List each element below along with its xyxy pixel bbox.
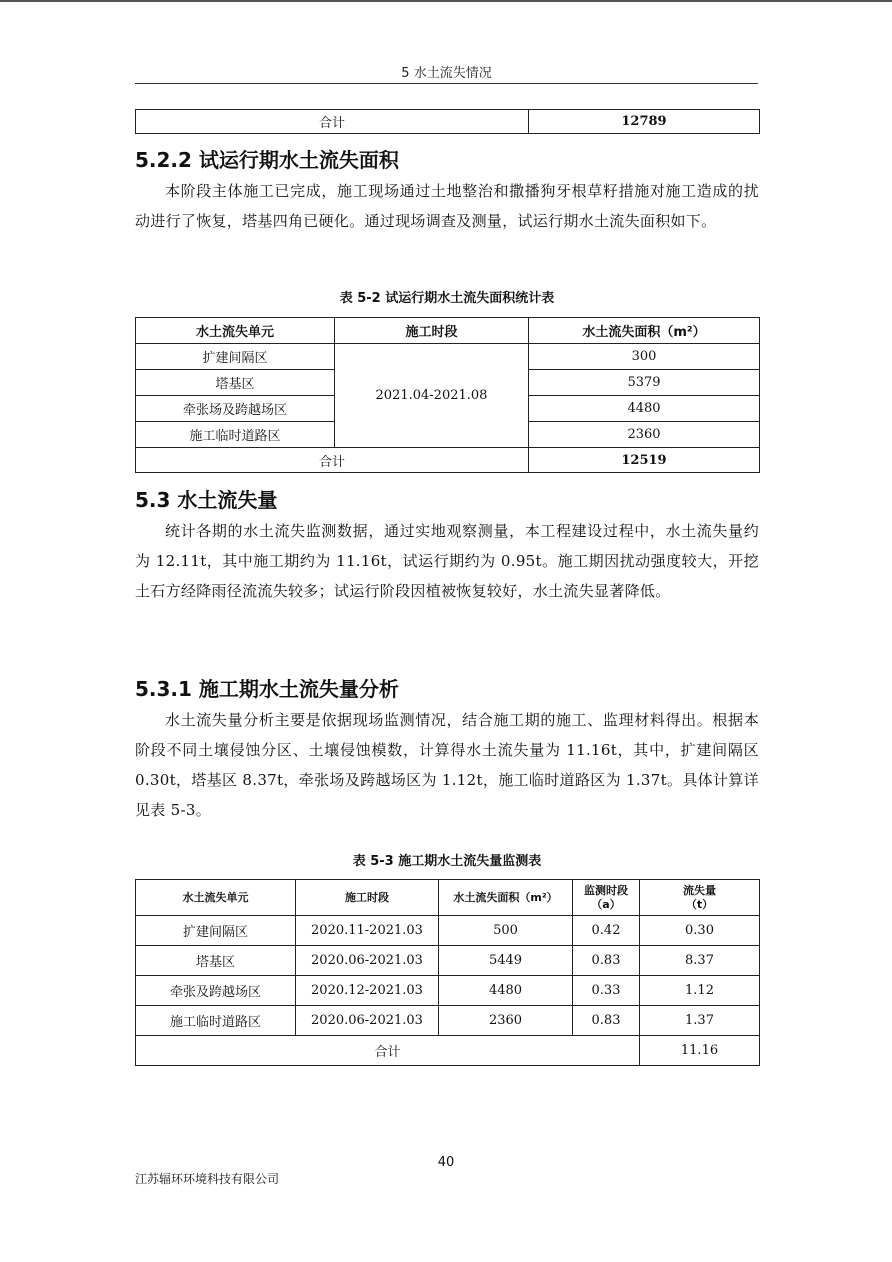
area-cell: 500 xyxy=(439,916,573,946)
section-heading-5-3-1: 5.3.1 施工期水土流失量分析 xyxy=(135,677,399,701)
table-header-row xyxy=(136,880,760,916)
section-paragraph: 统计各期的水土流失监测数据，通过实地观察测量，本工程建设过程中，水土流失量约为 12.11t，其中施工期约为 11.16t，试运行期约为 0.95t。施工期因扰动强度较大，开挖土石方经降雨径流流失较多；试运行阶段因植被恢复较好，水土流失显著降低。 xyxy=(135,522,759,600)
unit-cell: 施工临时道路区 xyxy=(136,422,335,448)
total-value: 12789 xyxy=(529,110,760,134)
table-total-row xyxy=(136,1036,760,1066)
unit-cell: 扩建间隔区 xyxy=(136,344,335,370)
total-label: 合计 xyxy=(136,110,529,134)
area-cell: 2360 xyxy=(529,422,760,448)
period-cell: 2020.06-2021.03 xyxy=(296,1006,439,1036)
period-cell: 2020.12-2021.03 xyxy=(296,976,439,1006)
area-cell: 2360 xyxy=(439,1006,573,1036)
area-cell: 5449 xyxy=(439,946,573,976)
section-heading-5-2-2: 5.2.2 试运行期水土流失面积 xyxy=(135,148,399,172)
column-header-line: （t） xyxy=(685,897,714,911)
table-row xyxy=(136,110,760,134)
section-heading-5-3: 5.3 水土流失量 xyxy=(135,488,278,512)
column-header: 水土流失单元 xyxy=(136,318,335,344)
duration-cell: 0.33 xyxy=(573,976,640,1006)
column-header-line: 监测时段 xyxy=(584,883,628,897)
unit-cell: 牵张场及跨越场区 xyxy=(136,396,335,422)
page-number: 40 xyxy=(437,1155,455,1170)
section-paragraph: 本阶段主体施工已完成，施工现场通过土地整治和撒播狗牙根草籽措施对施工造成的扰动进行了恢复，塔基四角已硬化。通过现场调查及测量，试运行期水土流失面积如下。 xyxy=(135,182,759,230)
area-cell: 300 xyxy=(529,344,760,370)
table-5-3 xyxy=(135,879,760,1066)
loss-cell: 8.37 xyxy=(640,946,760,976)
unit-cell: 牵张及跨越场区 xyxy=(136,976,296,1006)
header-rule xyxy=(135,83,758,84)
area-cell: 4480 xyxy=(439,976,573,1006)
table-caption-5-3: 表 5-3 施工期水土流失量监测表 xyxy=(352,854,542,869)
previous-table-total xyxy=(135,109,760,134)
duration-cell: 0.83 xyxy=(573,946,640,976)
table-5-2 xyxy=(135,317,760,473)
column-header: 水土流失面积（m²） xyxy=(439,880,573,916)
table-row xyxy=(136,916,760,946)
table-caption-5-2: 表 5-2 试运行期水土流失面积统计表 xyxy=(339,291,555,306)
running-header: 5 水土流失情况 xyxy=(401,66,492,81)
period-cell: 2021.04-2021.08 xyxy=(335,344,529,448)
page-top-border xyxy=(0,0,892,2)
column-header-line: （a） xyxy=(591,897,621,911)
unit-cell: 扩建间隔区 xyxy=(136,916,296,946)
total-value: 11.16 xyxy=(640,1036,760,1066)
loss-cell: 1.12 xyxy=(640,976,760,1006)
section-paragraph: 水土流失量分析主要是依据现场监测情况，结合施工期的施工、监理材料得出。根据本阶段不同土壤侵蚀分区、土壤侵蚀模数，计算得水土流失量为 11.16t，其中，扩建间隔区 0.30t，塔基区 8.37t，牵张场及跨越场区为 1.12t，施工临时道路区为 1.37t。具体计算详见表 5-3。 xyxy=(135,711,759,819)
table-row xyxy=(136,344,760,370)
total-label: 合计 xyxy=(136,448,529,473)
total-label: 合计 xyxy=(136,1036,640,1066)
area-cell: 5379 xyxy=(529,370,760,396)
column-header: 水土流失面积（m²） xyxy=(529,318,760,344)
table-row xyxy=(136,976,760,1006)
column-header: 施工时段 xyxy=(296,880,439,916)
table-total-row xyxy=(136,448,760,473)
area-cell: 4480 xyxy=(529,396,760,422)
table-row xyxy=(136,946,760,976)
column-header: 水土流失单元 xyxy=(136,880,296,916)
table-header-row xyxy=(136,318,760,344)
footer-company-name: 江苏辐环环境科技有限公司 xyxy=(135,1172,280,1186)
loss-cell: 0.30 xyxy=(640,916,760,946)
unit-cell: 塔基区 xyxy=(136,370,335,396)
duration-cell: 0.42 xyxy=(573,916,640,946)
period-cell: 2020.11-2021.03 xyxy=(296,916,439,946)
duration-cell: 0.83 xyxy=(573,1006,640,1036)
loss-cell: 1.37 xyxy=(640,1006,760,1036)
total-value: 12519 xyxy=(529,448,760,473)
column-header: 施工时段 xyxy=(335,318,529,344)
column-header xyxy=(640,880,760,916)
column-header-line: 流失量 xyxy=(683,883,716,897)
unit-cell: 施工临时道路区 xyxy=(136,1006,296,1036)
unit-cell: 塔基区 xyxy=(136,946,296,976)
table-row xyxy=(136,1006,760,1036)
column-header xyxy=(573,880,640,916)
period-cell: 2020.06-2021.03 xyxy=(296,946,439,976)
